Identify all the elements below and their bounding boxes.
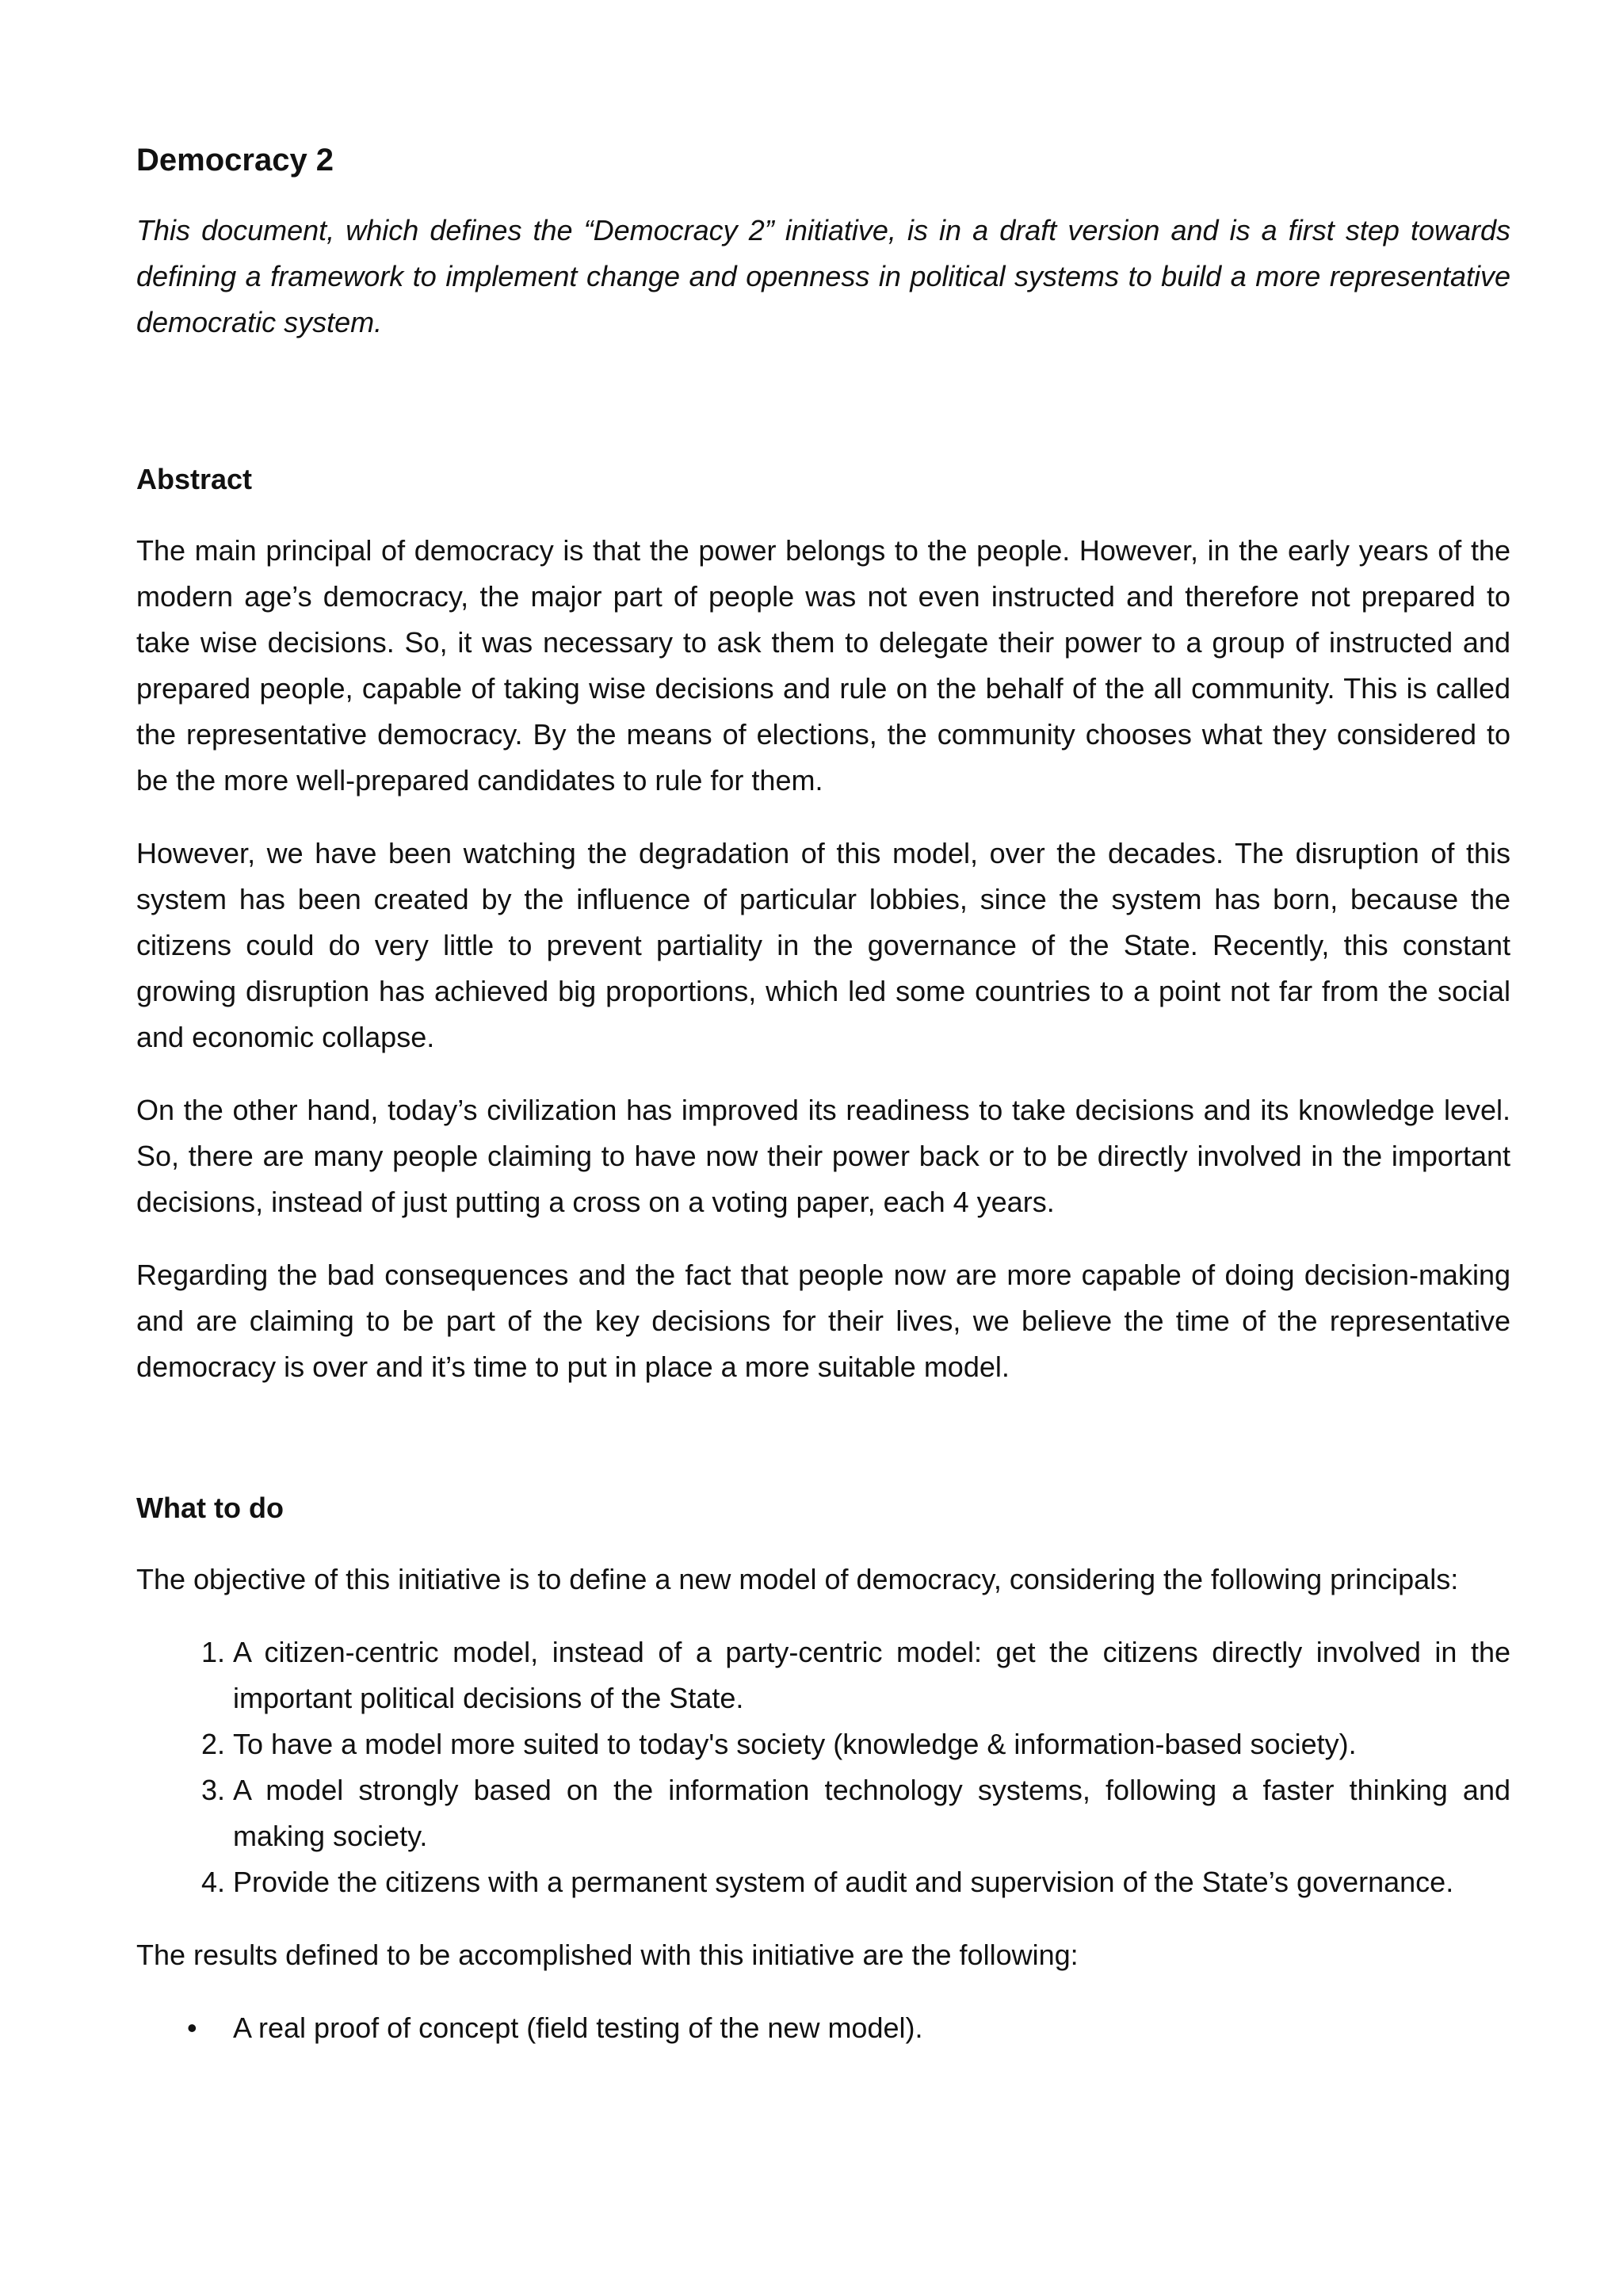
results-list: [136, 2005, 1510, 2051]
result-item-1: [187, 2005, 1510, 2051]
principle-item-3: 3. A model strongly based on the information technology systems, following a faster thinking and making society.: [233, 1767, 1510, 1859]
abstract-paragraph-2: However, we have been watching the degradation of this model, over the decades. The disruption of this system has been created by the influence of particular lobbies, since the system has born, because the citizens could do very little to prevent partiality in the governance of the State. Recently, this constant growing disruption has achieved big proportions, which led some countries to a point not far from the social and economic collapse.: [136, 837, 1510, 1053]
principle-item-4: 4. Provide the citizens with a permanent system of audit and supervision of the State’s governance.: [233, 1859, 1510, 1905]
abstract-heading: Abstract: [136, 463, 253, 495]
document-title: Democracy 2: [136, 143, 334, 178]
abstract-paragraph-4: Regarding the bad consequences and the fact that people now are more capable of doing decision-making and are claiming to be part of the key decisions for their lives, we believe the time of the representative democracy is over and it’s time to put in place a more suitable model.: [136, 1259, 1510, 1383]
principle-item-2: 2. To have a model more suited to today's society (knowledge & information-based society).: [233, 1721, 1510, 1767]
result-item-text: A real proof of concept (field testing of the new model).: [233, 2011, 923, 2044]
document-page: [136, 136, 1510, 2051]
document-intro: This document, which defines the “Democracy 2” initiative, is in a draft version and is a first step towards defining a framework to implement change and openness in political systems to build a more representative democratic system.: [136, 214, 1510, 338]
abstract-paragraph-1: The main principal of democracy is that the power belongs to the people. However, in the early years of the modern age’s democracy, the major part of people was not even instructed and therefore not prepared to take wise decisions. So, it was necessary to ask them to delegate their power to a group of instructed and prepared people, capable of taking wise decisions and rule on the behalf of the all community. This is called the representative democracy. By the means of elections, the community chooses what they considered to be the more well-prepared candidates to rule for them.: [136, 534, 1510, 797]
what-to-do-heading: What to do: [136, 1492, 284, 1524]
abstract-paragraph-3: On the other hand, today’s civilization has improved its readiness to take decisions and its knowledge level. So, there are many people claiming to have now their power back or to be directly involved in the important decisions, instead of just putting a cross on a voting paper, each 4 years.: [136, 1094, 1510, 1218]
what-to-do-intro: The objective of this initiative is to define a new model of democracy, considering the following principals:: [136, 1563, 1459, 1595]
results-intro: The results defined to be accomplished with this initiative are the following:: [136, 1939, 1079, 1971]
principles-list: [136, 1629, 1510, 1905]
principle-item-1: 1. A citizen-centric model, instead of a party-centric model: get the citizens directly involved in the important political decisions of the State.: [233, 1629, 1510, 1721]
bullet-icon: •: [187, 2011, 197, 2044]
